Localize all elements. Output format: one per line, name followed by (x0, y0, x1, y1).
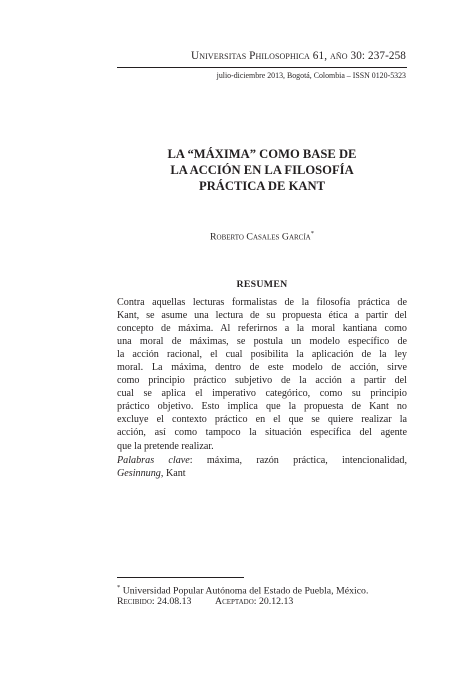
keywords-line (117, 467, 407, 480)
abstract-line: Contra aquellas lecturas formalistas de la filosofía práctica de (117, 297, 407, 308)
abstract-heading: RESUMEN (236, 279, 288, 290)
article-title (117, 146, 407, 194)
keywords (117, 454, 407, 480)
abstract-line: que la pretende realizar. (117, 440, 214, 452)
keywords-list-end: , Kant (160, 468, 186, 480)
keywords-line (117, 454, 407, 467)
abstract-line: la acción racional, el cual posibilita la aplicación de la ley (117, 349, 407, 361)
title-line: PRÁCTICA DE KANT (199, 179, 325, 193)
abstract-body (117, 296, 407, 453)
accepted-value: 20.12.13 (258, 596, 294, 607)
abstract-line: moral. La máxima, dentro de este modelo de acción, sirve (117, 362, 407, 374)
received-value: 24.08.13 (157, 596, 192, 607)
footnote-rule (117, 577, 244, 578)
keywords-list: : máxima, razón práctica, intencionalidad, (189, 455, 407, 466)
author-footnote-mark: * (310, 230, 314, 237)
received-label: Recibido: (117, 596, 158, 607)
abstract-line: una moral de máximas, se postula un modelo específico de (117, 336, 407, 348)
title-line: LA “MÁXIMA” COMO BASE DE (167, 147, 357, 161)
title-line: LA ACCIÓN EN LA FILOSOFÍA (170, 163, 354, 177)
issue-line: julio-diciembre 2013, Bogotá, Colombia – ISSN 0120-5323 (216, 71, 406, 80)
accepted-label: Aceptado: (215, 596, 259, 607)
abstract-line: concepto de máxima. Al referirnos a la moral kantiana como (117, 323, 407, 335)
author-line (117, 230, 407, 242)
running-head: Universitas Philosophica 61, año 30: 237-258 (191, 50, 406, 62)
abstract-line: práctico objetivo. Esto implica que la propuesta de Kant no (117, 401, 407, 413)
keyword-gesinnung: Gesinnung (117, 468, 161, 480)
header-rule (117, 67, 407, 68)
received-date (117, 596, 191, 607)
footnote-mark: * (117, 584, 121, 591)
keywords-label: Palabras clave (117, 455, 190, 466)
accepted-date (215, 596, 293, 607)
abstract-line: Kant, se asume una lectura de su propuesta ética a partir del (117, 310, 407, 322)
abstract-line: cual se aplica el imperativo categórico, como su principio (117, 388, 407, 400)
abstract-line: excluye el contexto práctico en el que se quiere realizar la (117, 414, 407, 426)
abstract-line: acción, así como tampoco la situación específica del agente (117, 427, 407, 439)
author-name: Roberto Casales García (210, 231, 311, 243)
footnote-affiliation: Universidad Popular Autónoma del Estado de Puebla, México. (120, 585, 369, 597)
abstract-line: como principio práctico subjetivo de la acción a partir del (117, 375, 407, 387)
